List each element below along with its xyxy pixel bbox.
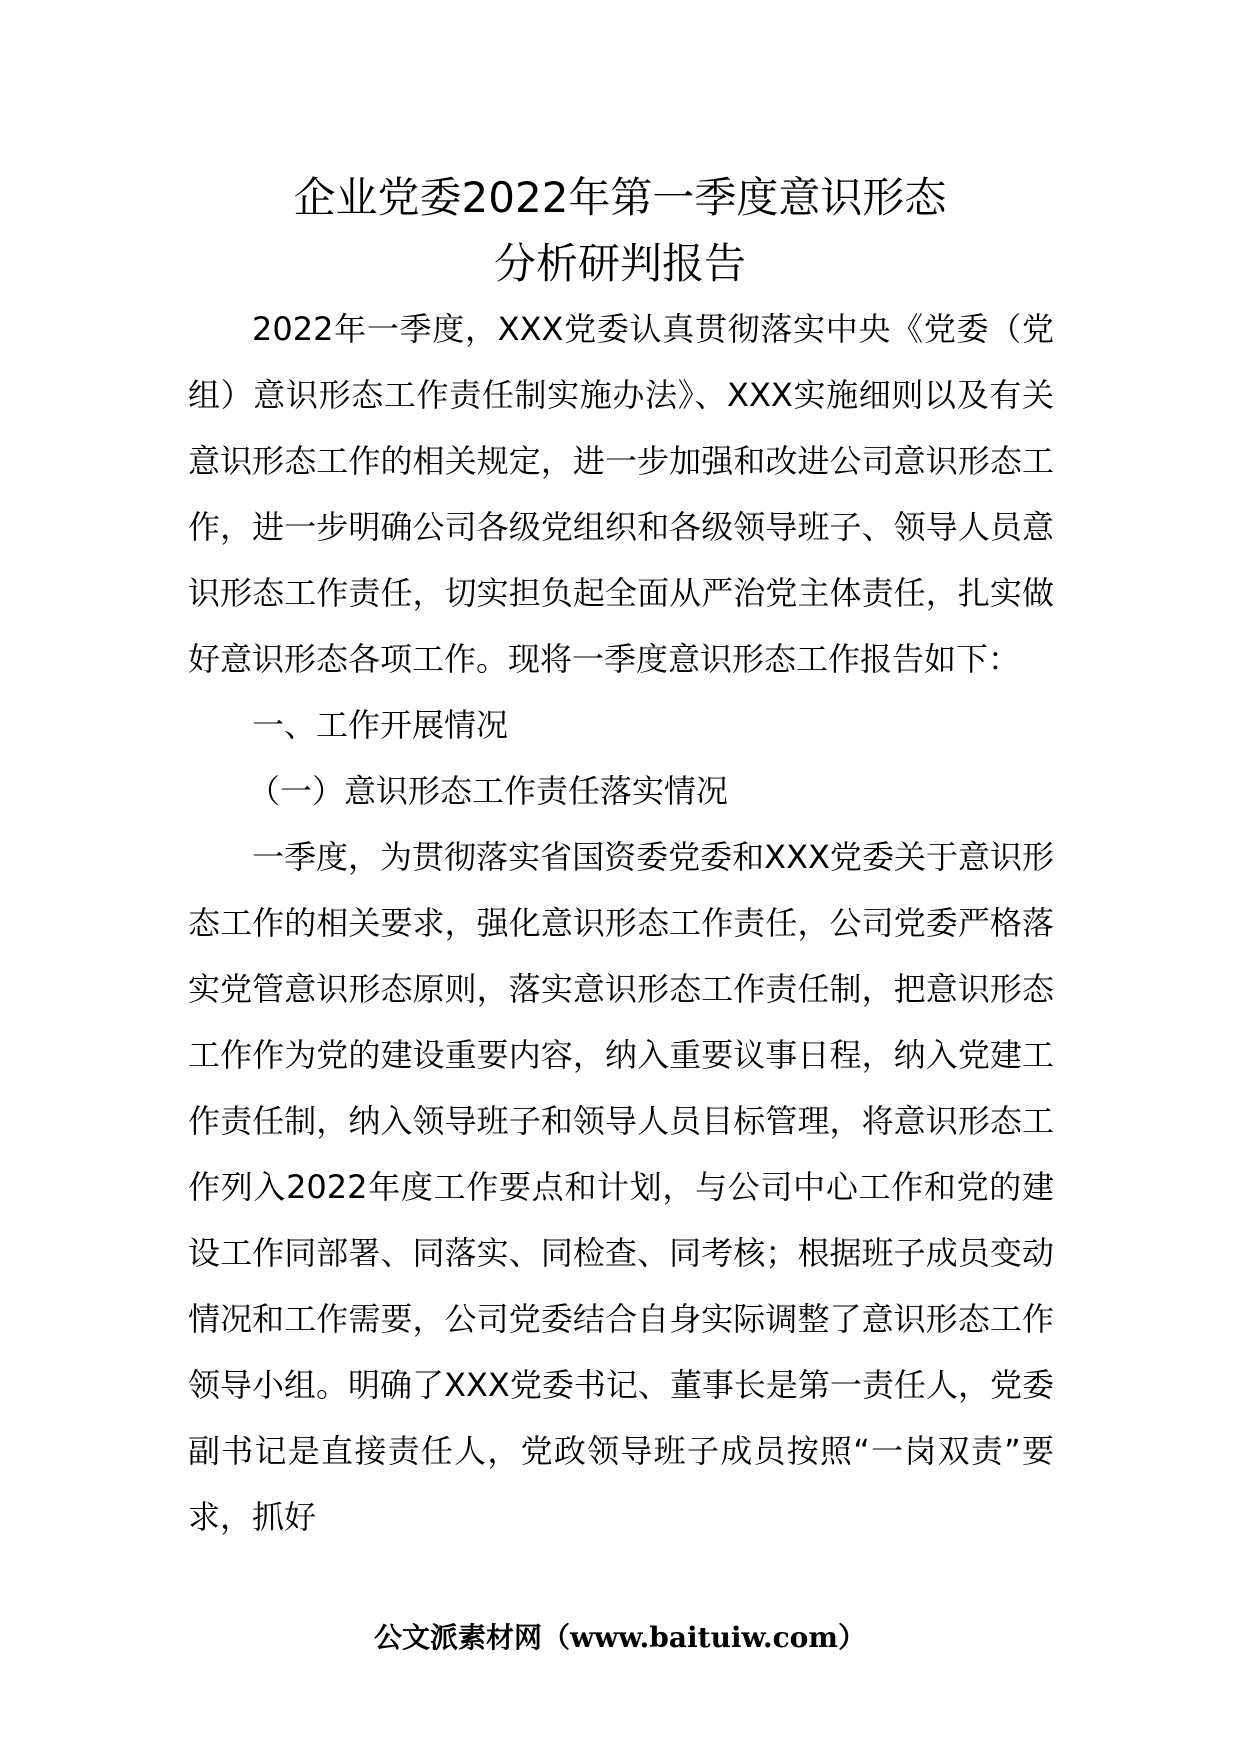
intro-paragraph: 2022年一季度，XXX党委认真贯彻落实中央《党委（党组）意识形态工作责任制实施办法》、XXX实施细则以及有关意识形态工作的相关规定，进一步加强和改进公司意识形态工作，进一步明确公司各级党组织和各级领导班子、领导人员意识形态工作责任，切实担负起全面从严治党主体责任，扎实做好意识形态各项工作。现将一季度意识形态工作报告如下： bbox=[188, 310, 1054, 678]
document-title-line2: 分析研判报告 bbox=[493, 239, 746, 288]
footer-watermark: 公文派素材网（www.baituiw.com） bbox=[374, 1621, 866, 1654]
document-title-line1: 企业党委2022年第一季度意识形态 bbox=[293, 173, 947, 222]
document-body bbox=[188, 296, 1054, 1550]
body-paragraph-1: 一季度，为贯彻落实省国资委党委和XXX党委关于意识形态工作的相关要求，强化意识形态工作责任，公司党委严格落实党管意识形态原则，落实意识形态工作责任制，把意识形态工作作为党的建设重要内容，纳入重要议事日程，纳入党建工作责任制，纳入领导班子和领导人员目标管理，将意识形态工作列入2022年度工作要点和计划，与公司中心工作和党的建设工作同部署、同落实、同检查、同考核；根据班子成员变动情况和工作需要，公司党委结合自身实际调整了意识形态工作领导小组。明确了XXX党委书记、董事长是第一责任人，党委副书记是直接责任人，党政领导班子成员按照“一岗双责”要求，抓好 bbox=[188, 838, 1054, 1536]
subsection-heading-1: （一）意识形态工作责任落实情况 bbox=[248, 772, 729, 810]
section-heading-1: 一、工作开展情况 bbox=[252, 706, 509, 744]
